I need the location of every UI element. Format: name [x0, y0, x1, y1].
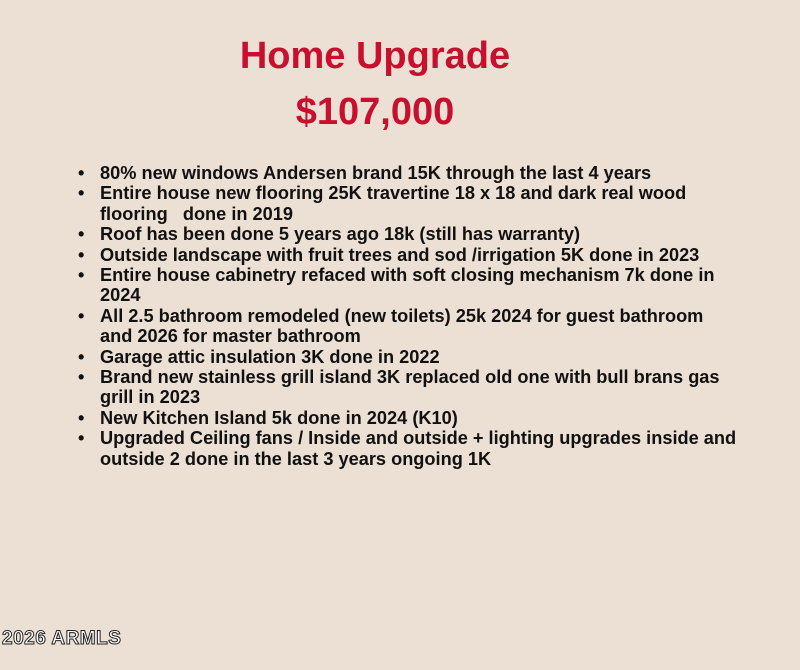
list-item [78, 224, 740, 245]
upgrade-list [76, 163, 740, 469]
list-item-text: Roof has been done 5 years ago 18k (still has warranty) [100, 224, 581, 245]
bullet-icon: • [78, 183, 85, 204]
list-item-text: Garage attic insulation 3K done in 2022 [100, 346, 440, 367]
list-item-text: New Kitchen Island 5k done in 2024 (K10) [100, 407, 458, 428]
list-item-text: Outside landscape with fruit trees and sod /irrigation 5K done in 2023 [100, 244, 700, 265]
list-item-text: Upgraded Ceiling fans / Inside and outside + lighting upgrades inside and outside 2 done in the last 3 years ongoing 1K [100, 428, 737, 469]
list-item-text: Brand new stainless grill island 3K replaced old one with bull brans gas grill in 2023 [100, 367, 720, 408]
bullet-icon: • [78, 224, 85, 245]
bullet-icon: • [78, 163, 85, 183]
list-item-text: All 2.5 bathroom remodeled (new toilets) 25k 2024 for guest bathroom and 2026 for master bathroom [100, 305, 704, 347]
bullet-icon: • [78, 407, 85, 428]
list-item [78, 346, 740, 367]
list-item [78, 244, 740, 265]
page-title: Home Upgrade [239, 35, 511, 77]
bullet-icon: • [78, 346, 85, 367]
list-item [78, 428, 740, 469]
bullet-icon: • [78, 428, 85, 449]
bullet-icon: • [78, 265, 85, 286]
list-item-text: Entire house new flooring 25K travertine 18 x 18 and dark real wood flooring done in 2019 [100, 183, 692, 224]
copyright-watermark: 2026 ARMLS [2, 628, 122, 649]
bullet-icon: • [78, 305, 85, 326]
bullet-icon: • [78, 367, 85, 388]
list-item-text: Entire house cabinetry refaced with soft closing mechanism 7k done in 2024 [100, 265, 715, 306]
list-item [78, 183, 740, 224]
list-item [78, 367, 740, 408]
list-item-text: 80% new windows Andersen brand 15K through the last 4 years [100, 163, 652, 183]
upgrade-total-amount: $107,000 [295, 91, 455, 133]
list-item [78, 163, 740, 183]
bullet-icon: • [78, 244, 85, 265]
list-item [78, 265, 740, 306]
list-item [78, 305, 740, 347]
list-item [78, 407, 740, 428]
